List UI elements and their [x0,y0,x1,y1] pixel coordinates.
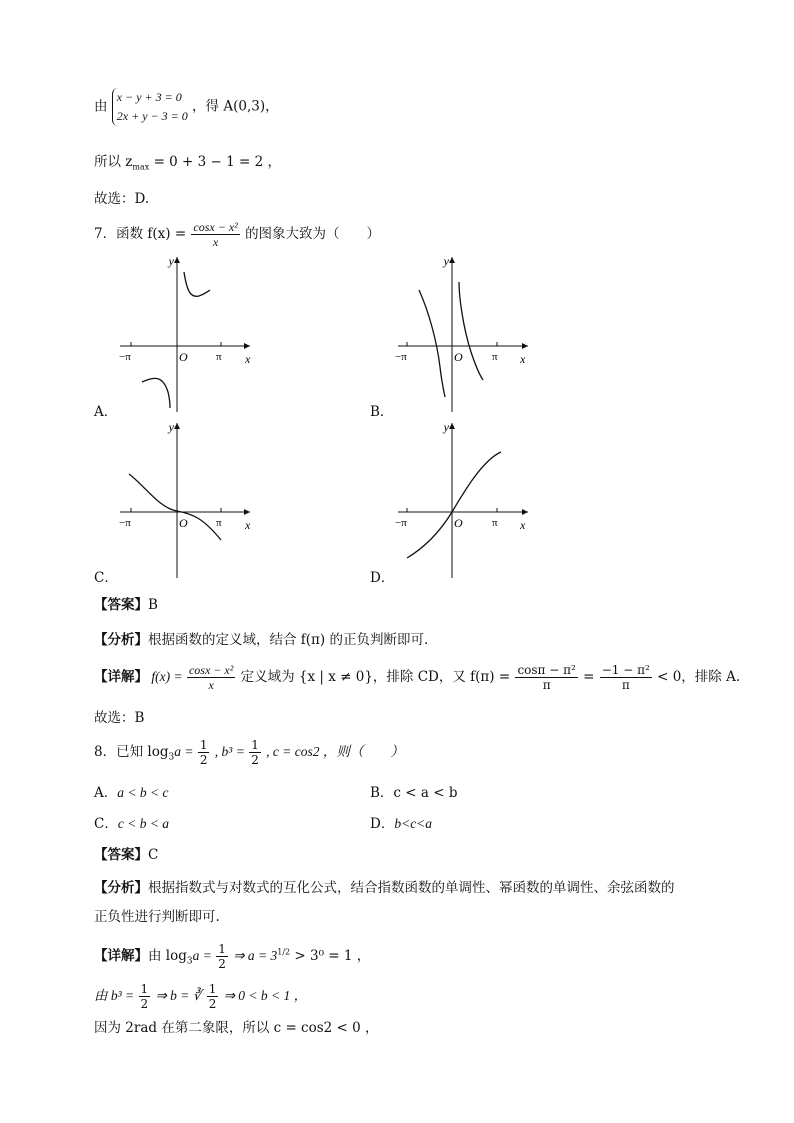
analysis-tag: 【分析】 [94,880,148,896]
half-fraction [198,738,210,767]
answer-tag: 【答案】 [94,597,148,613]
q8-analysis-2: 正负性进行判断即可. [94,909,220,925]
detail-part-c: = [583,669,599,685]
q8-analysis-1 [94,876,675,896]
q8-stem [94,738,404,767]
frac-den: 2 [251,753,259,767]
detail-part-b: 定义域为 {x | x ≠ 0}，排除 CD，又 f(π) = [240,669,515,685]
q7-option-d[interactable]: D． [370,570,395,586]
you-prefix: 由 [94,98,108,115]
q8-option-b[interactable] [370,781,457,801]
q7-frac-den: x [212,235,219,249]
q8-detail-1 [94,942,370,971]
half-fraction [139,982,151,1011]
frac-num: cosx − x² [188,663,234,677]
detail-2c: ⇒ 0 < b < 1 ， [223,988,308,1003]
frac-num: cosπ − π² [517,663,576,677]
frac-den: π [542,678,551,692]
exponent-half: 1/2 [277,947,291,957]
analysis-tag: 【分析】 [94,632,148,648]
q7-stem [94,220,380,249]
q7-analysis [94,628,428,648]
frac-num: −1 − π² [601,663,650,677]
q7-detail [94,663,740,692]
origin-label: O [179,350,188,364]
neg-pi-label: −π [395,517,407,529]
q8-detail-2 [94,982,307,1011]
q8-option-a[interactable] [94,781,168,801]
half-fraction [207,982,219,1011]
system-result: ，得 A(0,3)， [192,98,279,115]
log-base: 3 [168,752,175,763]
q7-fraction [191,220,239,249]
equation-system [112,88,188,126]
system-line [94,88,279,126]
equation-2: 2x + y − 3 = 0 [116,109,188,123]
exp-num: 1 [277,947,283,957]
q7-answer [94,593,158,613]
detail-2a: 由 b³ = [94,988,138,1003]
detail-part-a: f(x) = [148,669,186,684]
detail-1d: > 3⁰ = 1 ， [290,948,371,964]
option-label: B． [370,785,394,801]
analysis-text: 根据指数式与对数式的互化公式，结合指数函数的单调性、幂函数的单调性、余弦函数的 [148,880,675,896]
option-label: C． [94,816,118,832]
frac-num: 1 [218,942,226,956]
zmax-text: 所以 z [94,154,133,170]
answer-value: C [148,847,159,863]
frac-num: 1 [140,982,149,996]
q8-option-c[interactable] [94,812,169,832]
axis-y-label: y [168,254,174,268]
axis-x-label: x [245,518,251,532]
pi-label: π [492,351,498,363]
origin-label: O [454,516,463,530]
axis-y-label: y [443,420,449,434]
zmax-line [94,150,281,172]
equation-1: x − y + 3 = 0 [116,90,182,104]
detail-tag: 【详解】 [94,948,148,964]
option-text: c < b < a [117,816,170,831]
axis-x-label: x [520,518,526,532]
q8-answer [94,843,158,863]
frac-den: π [621,678,630,692]
graph-b [393,252,533,417]
detail-fraction-1 [187,663,235,692]
axis-x-label: x [520,352,526,366]
detail-fraction-3 [600,663,652,692]
q7-option-b[interactable]: B． [370,404,394,420]
answer-value: B [148,597,158,613]
answer-tag: 【答案】 [94,847,148,863]
frac-den: 2 [218,957,226,971]
detail-1c: ⇒ a = 3 [233,948,278,963]
exp-den: 2 [285,947,291,957]
intro-choice: 故选：D. [94,191,150,207]
q7-suffix: 的图象大致为（ ） [245,226,381,242]
frac-num: 1 [251,738,259,752]
a-eq: a = [174,744,197,759]
detail-part-d: < 0，排除 A. [657,669,741,685]
neg-pi-label: −π [395,351,407,363]
q7-prefix: 7．函数 f(x) = [94,226,191,242]
option-label: A． [94,785,118,801]
frac-num: 1 [208,982,217,996]
axis-y-label: y [443,254,449,268]
c-eq: , c = cos2 ，则（ ） [266,744,404,759]
analysis-text: 根据函数的定义域，结合 f(π) 的正负判断即可. [148,632,429,648]
half-fraction [249,738,261,767]
q8-prefix: 8．已知 log [94,744,169,760]
frac-num: 1 [199,738,208,752]
q7-choice: 故选：B [94,710,145,726]
detail-2b: ⇒ b = ∛ [155,988,202,1003]
option-text: b<c<a [394,816,433,831]
q7-frac-num: cosx − x² [193,220,238,234]
log-base: 3 [186,956,193,967]
option-text: c < a < b [393,785,458,801]
neg-pi-label: −π [119,351,131,363]
frac-den: 2 [140,997,149,1011]
pi-label: π [216,351,222,363]
detail-1a: 由 log [148,948,187,964]
q8-detail-3: 因为 2rad 在第二象限，所以 c = cos2 < 0 ， [94,1020,379,1036]
graph-a [115,252,255,417]
option-label: D． [370,816,395,832]
half-fraction [216,942,228,971]
pi-label: π [492,517,498,529]
graph-d [393,418,533,583]
zmax-rest: = 0 + 3 − 1 = 2 ， [149,154,282,170]
detail-tag: 【详解】 [94,669,148,685]
pi-label: π [216,517,222,529]
axis-y-label: y [168,420,174,434]
graph-c [115,418,255,583]
axis-x-label: x [245,352,251,366]
q8-option-d[interactable] [370,812,432,832]
b-eq: , b³ = [214,744,249,759]
frac-den: 2 [208,997,217,1011]
q7-option-a[interactable]: A． [94,404,118,420]
neg-pi-label: −π [119,517,131,529]
zmax-sub: max [132,162,150,172]
origin-label: O [454,350,463,364]
frac-den: 2 [199,753,208,767]
detail-1b: a = [192,948,216,963]
q7-option-c[interactable]: C． [94,570,118,586]
origin-label: O [179,516,188,530]
detail-fraction-2 [515,663,577,692]
option-text: a < b < c [117,785,169,800]
frac-den: x [208,678,214,692]
